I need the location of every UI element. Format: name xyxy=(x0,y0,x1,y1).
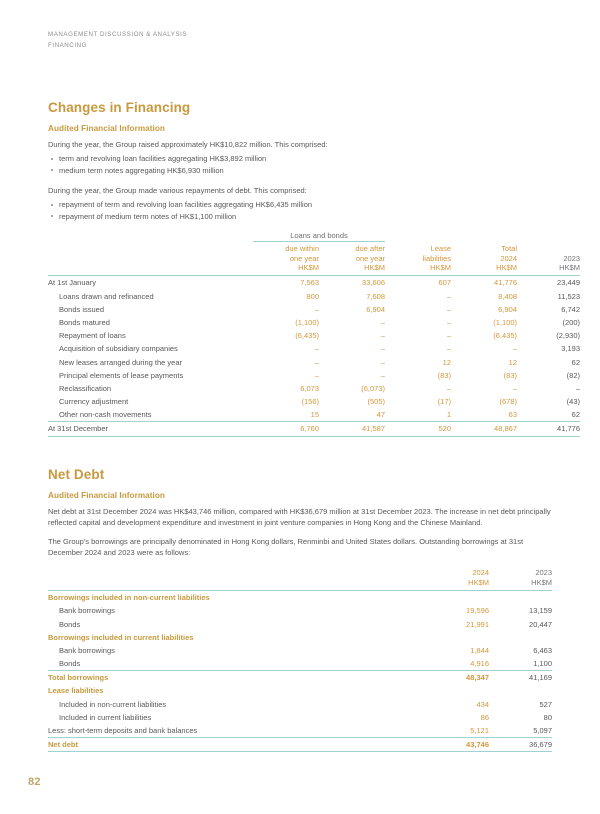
row-label: Acquisition of subsidiary companies xyxy=(59,344,178,354)
row-value: – xyxy=(380,317,385,327)
empty-cell xyxy=(48,231,253,242)
table-row xyxy=(48,395,580,408)
row-value: – xyxy=(575,383,580,393)
empty-cell xyxy=(517,231,580,242)
page-number: 82 xyxy=(28,776,41,788)
row-value: (678) xyxy=(499,397,517,407)
column-group-loans-and-bonds: Loans and bonds xyxy=(253,231,385,242)
header-line: 2023 xyxy=(535,568,552,578)
row-value: 33,606 xyxy=(362,278,385,288)
row-label: Bonds xyxy=(59,659,81,669)
row-value: (200) xyxy=(562,317,580,327)
subtitle-audited-financial-information-1: Audited Financial Information xyxy=(48,124,165,133)
row-label: Total borrowings xyxy=(48,673,109,683)
paragraph-net-debt-overview: Net debt at 31st December 2024 was HK$43,746 million, compared with HK$36,679 million at 31st December 2023. The increase in net debt principally reflected capital and development expenditure and investment in joint venture companies in Hong Kong and the Chinese Mainland. xyxy=(48,506,551,527)
row-value: (6,435) xyxy=(493,331,517,341)
row-value: 63 xyxy=(508,410,517,420)
table-row xyxy=(48,657,552,671)
row-label: Borrowings included in current liabilities xyxy=(48,632,194,642)
row-value: 1,844 xyxy=(470,645,489,655)
page-title-net-debt: Net Debt xyxy=(48,466,105,482)
row-value: 48,347 xyxy=(466,673,489,683)
row-value: – xyxy=(446,331,451,341)
header-line: Total xyxy=(501,244,517,254)
row-value: 41,587 xyxy=(362,424,385,434)
header-line: Lease xyxy=(430,244,451,254)
column-header-2023 xyxy=(489,566,552,590)
content-column xyxy=(48,100,580,752)
table-outstanding-borrowings xyxy=(48,566,552,752)
table-row xyxy=(48,355,580,368)
table-row-net-debt xyxy=(48,738,552,752)
running-header xyxy=(48,30,187,51)
row-value: (156) xyxy=(301,397,319,407)
row-value: 62 xyxy=(571,410,580,420)
page-title-changes-in-financing: Changes in Financing xyxy=(48,100,191,115)
list-item: repayment of term and revolving loan facilities aggregating HK$6,435 million xyxy=(48,199,552,210)
header-line: HK$M xyxy=(468,577,489,587)
paragraph-repayments-intro: During the year, the Group made various repayments of debt. This comprised: xyxy=(48,186,307,196)
table-row xyxy=(48,711,552,724)
table-row xyxy=(48,316,580,329)
row-value: (6,435) xyxy=(295,331,319,341)
header-line: one year xyxy=(355,253,385,263)
table-row xyxy=(48,698,552,711)
paragraph-borrowings-denomination: The Group's borrowings are principally denominated in Hong Kong dollars, Renminbi and United States dollars. Outstanding borrowings at 31st December 2024 and 2023 were as follows: xyxy=(48,536,524,558)
row-value: (83) xyxy=(503,370,517,380)
row-value: – xyxy=(446,317,451,327)
row-label: Borrowings included in non-current liabilities xyxy=(48,593,210,603)
row-label: Included in current liabilities xyxy=(59,712,152,722)
column-header-due-within-one-year xyxy=(253,242,319,276)
table-row xyxy=(48,382,580,395)
row-label: Bonds matured xyxy=(59,317,110,327)
header-line: due within xyxy=(285,244,319,254)
header-line: 2024 xyxy=(500,253,517,263)
table-row xyxy=(48,276,580,289)
row-value: 8,408 xyxy=(498,291,517,301)
column-header-due-after-one-year xyxy=(319,242,385,276)
row-label: Bonds issued xyxy=(59,304,105,314)
row-value: 15 xyxy=(310,410,319,420)
spacer xyxy=(48,437,552,467)
row-value: 5,097 xyxy=(533,726,552,736)
header-line: HK$M xyxy=(496,263,517,273)
table-row xyxy=(48,303,580,316)
table-changes-in-financing xyxy=(48,231,580,437)
row-value: 4,916 xyxy=(470,659,489,669)
row-label: New leases arranged during the year xyxy=(59,357,182,367)
header-line: 2024 xyxy=(472,568,489,578)
row-label: Bank borrowings xyxy=(59,645,115,655)
row-value: 800 xyxy=(306,291,319,301)
row-value: 80 xyxy=(543,712,552,722)
header-line: liabilities xyxy=(422,253,451,263)
table-row-footer xyxy=(48,422,580,436)
row-value: – xyxy=(314,357,319,367)
header-line: 2023 xyxy=(563,253,580,263)
row-label: At 31st December xyxy=(48,424,109,434)
row-label: Other non-cash movements xyxy=(59,410,152,420)
row-value: 47 xyxy=(376,410,385,420)
table-row-column-headers xyxy=(48,566,552,590)
header-line: one year xyxy=(289,253,319,263)
bullet-list-repayments xyxy=(48,199,552,222)
row-value xyxy=(385,631,489,644)
column-header-2024 xyxy=(385,566,489,590)
row-value: 6,904 xyxy=(498,304,517,314)
column-header-2023 xyxy=(517,242,580,276)
table-row xyxy=(48,617,552,630)
row-label: Less: short-term deposits and bank balances xyxy=(48,726,198,736)
row-value: 520 xyxy=(438,424,451,434)
column-header-total-2024 xyxy=(451,242,517,276)
empty-cell xyxy=(48,242,253,276)
row-value: 41,776 xyxy=(557,424,580,434)
list-item: repayment of medium term notes of HK$1,100 million xyxy=(48,211,552,222)
header-line: due after xyxy=(355,244,385,254)
row-value: 434 xyxy=(476,699,489,709)
row-value: 3,193 xyxy=(561,344,580,354)
row-value: 36,679 xyxy=(529,740,552,750)
running-header-line1: MANAGEMENT DISCUSSION & ANALYSIS xyxy=(48,31,188,38)
table-row xyxy=(48,342,580,355)
row-label: At 1st January xyxy=(48,278,96,288)
header-line: HK$M xyxy=(364,263,385,273)
row-label: Net debt xyxy=(48,740,78,750)
row-value: 12 xyxy=(442,357,451,367)
table-row xyxy=(48,369,580,382)
row-value xyxy=(489,684,552,697)
row-value: – xyxy=(314,344,319,354)
header-line: HK$M xyxy=(531,577,552,587)
table-row xyxy=(48,408,580,422)
table-rule xyxy=(48,752,552,753)
row-value: (83) xyxy=(437,370,451,380)
row-value: 19,596 xyxy=(466,606,489,616)
row-value: 7,608 xyxy=(366,291,385,301)
row-value: 13,159 xyxy=(529,606,552,616)
row-value: (82) xyxy=(566,370,580,380)
row-value: – xyxy=(380,344,385,354)
row-value: (2,930) xyxy=(556,331,580,341)
row-label: Included in non-current liabilities xyxy=(59,699,167,709)
row-label: Currency adjustment xyxy=(59,397,129,407)
row-value: 5,121 xyxy=(470,726,489,736)
row-value: – xyxy=(314,370,319,380)
paragraph-raised-intro: During the year, the Group raised approximately HK$10,822 million. This comprised: xyxy=(48,140,328,149)
row-value xyxy=(489,591,552,604)
row-value: 11,523 xyxy=(557,291,580,301)
row-value: – xyxy=(446,344,451,354)
row-value: 21,991 xyxy=(466,619,489,629)
row-value: – xyxy=(314,304,319,314)
row-value: 23,449 xyxy=(557,278,580,288)
row-value: – xyxy=(446,383,451,393)
bullet-list-raised xyxy=(48,153,552,176)
table-row xyxy=(48,724,552,738)
row-label: Lease liabilities xyxy=(48,686,104,696)
row-value: – xyxy=(512,383,517,393)
row-label: Principal elements of lease payments xyxy=(59,370,184,380)
row-value: 20,447 xyxy=(529,619,552,629)
table-row xyxy=(48,604,552,617)
row-value: 527 xyxy=(539,699,552,709)
row-value: (6,073) xyxy=(361,383,385,393)
row-value: 6,073 xyxy=(300,383,319,393)
header-line: HK$M xyxy=(559,263,580,273)
table-row-group-header xyxy=(48,231,580,242)
row-value: 41,169 xyxy=(529,673,552,683)
row-value: – xyxy=(446,291,451,301)
row-label: Bonds xyxy=(59,619,81,629)
empty-cell xyxy=(451,231,517,242)
row-value: (1,100) xyxy=(295,317,319,327)
row-value: – xyxy=(446,304,451,314)
empty-cell xyxy=(385,231,451,242)
row-value: 48,867 xyxy=(494,424,517,434)
table-row xyxy=(48,644,552,657)
list-item: term and revolving loan facilities aggregating HK$3,892 million xyxy=(48,153,552,164)
row-value xyxy=(489,631,552,644)
row-value: (1,100) xyxy=(493,317,517,327)
column-header-lease-liabilities xyxy=(385,242,451,276)
running-header-line2: FINANCING xyxy=(48,41,87,49)
row-label: Repayment of loans xyxy=(59,331,126,341)
row-label: Loans drawn and refinanced xyxy=(59,291,154,301)
row-value: – xyxy=(380,331,385,341)
table-row xyxy=(48,329,580,342)
header-line: HK$M xyxy=(298,263,319,273)
row-value: – xyxy=(380,357,385,367)
row-value: (43) xyxy=(566,397,580,407)
row-value xyxy=(385,591,489,604)
table-row xyxy=(48,631,552,644)
row-value: – xyxy=(380,370,385,380)
row-label: Reclassification xyxy=(59,383,112,393)
list-item: medium term notes aggregating HK$6,930 million xyxy=(48,165,552,176)
table-row-total-borrowings xyxy=(48,671,552,684)
row-value: 62 xyxy=(571,357,580,367)
row-value: 1,100 xyxy=(533,659,552,669)
row-value: (505) xyxy=(367,397,385,407)
row-value: 86 xyxy=(480,712,489,722)
row-label: Bank borrowings xyxy=(59,606,115,616)
row-value: 607 xyxy=(438,278,451,288)
table-row xyxy=(48,684,552,697)
row-value: 12 xyxy=(508,357,517,367)
empty-cell xyxy=(48,566,385,590)
row-value xyxy=(385,684,489,697)
row-value: 6,760 xyxy=(300,424,319,434)
row-value: 1 xyxy=(446,410,451,420)
header-line: HK$M xyxy=(430,263,451,273)
row-value: 6,904 xyxy=(366,304,385,314)
table-row xyxy=(48,591,552,604)
row-value: 6,742 xyxy=(561,304,580,314)
table-row xyxy=(48,290,580,303)
row-value: 6,463 xyxy=(533,645,552,655)
subtitle-audited-financial-information-2: Audited Financial Information xyxy=(48,490,165,500)
row-value: 41,776 xyxy=(494,278,517,288)
row-value: 7,563 xyxy=(300,278,319,288)
row-value: – xyxy=(512,344,517,354)
row-value: (17) xyxy=(437,397,451,407)
row-value: 43,746 xyxy=(466,740,489,750)
table-row-column-headers xyxy=(48,242,580,276)
